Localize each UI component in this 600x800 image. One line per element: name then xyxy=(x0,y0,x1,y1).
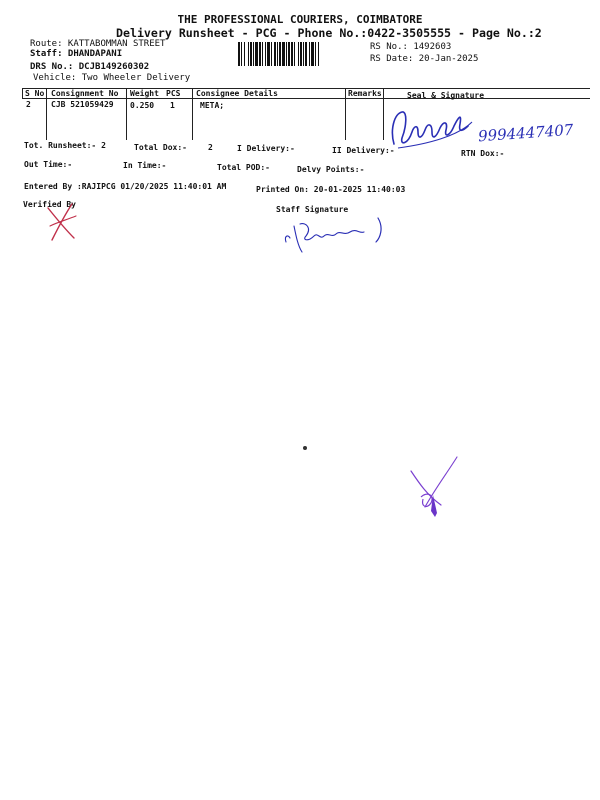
staff-label: Staff: DHANDAPANI xyxy=(30,49,123,59)
rs-date: RS Date: 20-Jan-2025 xyxy=(370,54,479,64)
company-title: THE PROFESSIONAL COURIERS, COIMBATORE xyxy=(177,13,423,26)
total-dox-label: Total Dox:- xyxy=(134,143,187,152)
verifier-mark xyxy=(44,198,80,244)
header-seal-signature: Seal & Signature xyxy=(407,91,485,100)
header-pcs: PCS xyxy=(166,89,181,98)
header-remarks: Remarks xyxy=(348,89,382,98)
in-time: In Time:- xyxy=(123,161,167,170)
row-consignee: META; xyxy=(200,101,225,110)
staff-signature-label: Staff Signature xyxy=(276,205,349,214)
row-weight: 0.250 xyxy=(130,101,155,110)
route-label: Route: KATTABOMMAN STREET xyxy=(30,39,166,49)
tot-runsheet: Tot. Runsheet:- 2 xyxy=(24,141,106,150)
header-consignment-no: Consignment No xyxy=(51,89,119,98)
row-pcs: 1 xyxy=(170,101,175,110)
handwritten-phone: 9994447407 xyxy=(477,120,574,146)
staff-signature xyxy=(280,212,390,262)
header-weight: Weight xyxy=(130,89,159,98)
i-delivery: I Delivery:- xyxy=(237,144,295,153)
rs-number: RS No.: 1492603 xyxy=(370,42,452,52)
delvy-points: Delvy Points:- xyxy=(297,165,365,174)
ink-dot xyxy=(303,446,307,450)
header-consignee-details: Consignee Details xyxy=(196,89,278,98)
printed-on: Printed On: 20-01-2025 11:40:03 xyxy=(256,185,406,194)
total-dox-value: 2 xyxy=(208,143,213,152)
drs-number: DRS No.: DCJB149260302 xyxy=(30,62,150,72)
verified-by: Verified By xyxy=(23,200,76,209)
barcode xyxy=(238,42,364,66)
row-sno: 2 xyxy=(26,100,31,109)
ink-doodle xyxy=(405,455,465,525)
runsheet-subtitle: Delivery Runsheet - PCG - Phone No.:0422-3505555 - Page No.:2 xyxy=(116,26,542,40)
ii-delivery: II Delivery:- xyxy=(332,146,395,155)
total-pod: Total POD:- xyxy=(217,163,270,172)
vehicle-label: Vehicle: Two Wheeler Delivery xyxy=(33,73,191,83)
out-time: Out Time:- xyxy=(24,160,73,169)
rtn-dox: RTN Dox:- xyxy=(461,149,505,158)
entered-by: Entered By :RAJIPCG 01/20/2025 11:40:01 AM xyxy=(24,182,227,191)
row-consignment-no: CJB 521059429 xyxy=(51,100,114,109)
header-sno: S No xyxy=(25,89,45,98)
